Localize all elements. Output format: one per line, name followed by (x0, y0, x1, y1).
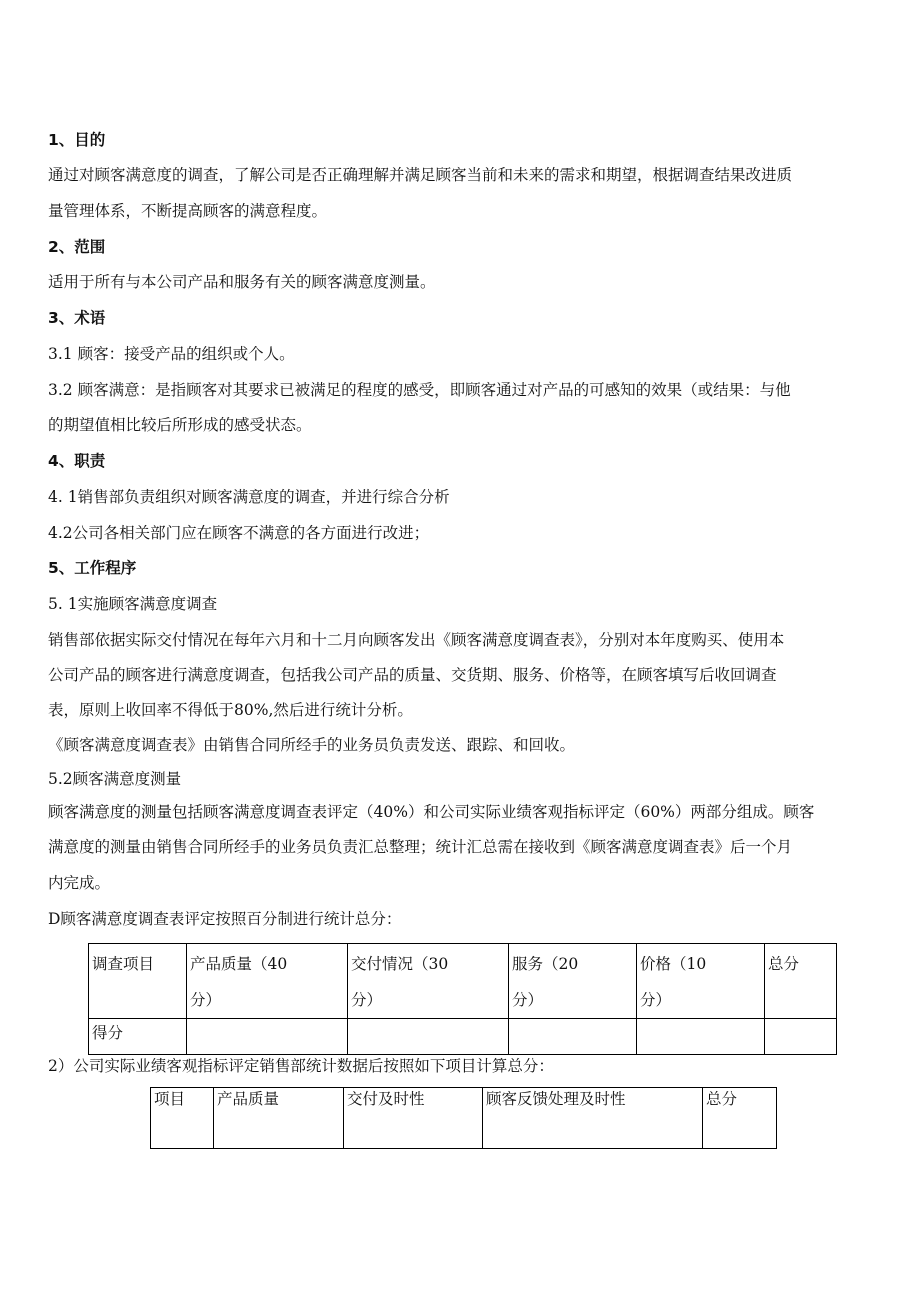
table2-intro: 2）公司实际业绩客观指标评定销售部统计数据后按照如下项目计算总分： (48, 1057, 554, 1075)
table-header-cell: 调查项目 (89, 944, 187, 1019)
table-cell (187, 1019, 348, 1055)
table1-intro: D顾客满意度调查表评定按照百分制进行统计总分： (48, 910, 402, 928)
paragraph-line: 通过对顾客满意度的调查，了解公司是否正确理解并满足顾客当前和未来的需求和期望，根据调查结果改进质 (48, 166, 793, 184)
paragraph-line: 的期望值相比较后所形成的感受状态。 (48, 416, 312, 434)
paragraph-line: 适用于所有与本公司产品和服务有关的顾客满意度测量。 (48, 273, 436, 291)
paragraph-line: 顾客满意度的测量包括顾客满意度调查表评定（40%）和公司实际业绩客观指标评定（60%）两部分组成。顾客 (48, 803, 815, 821)
table-header-cell: 总分 (765, 944, 837, 1019)
table-header-cell: 价格（10 分） (637, 944, 765, 1019)
table-cell (765, 1019, 837, 1055)
section-heading-responsibilities: 4、职责 (48, 452, 106, 470)
table-header-row (151, 1088, 777, 1149)
table-header-row (89, 944, 837, 1019)
table-header-cell: 交付及时性 (344, 1088, 483, 1149)
table-header-cell: 产品质量（40 分） (187, 944, 348, 1019)
paragraph-line: 内完成。 (48, 874, 111, 892)
paragraph-line: 3.2 顾客满意：是指顾客对其要求已被满足的程度的感受，即顾客通过对产品的可感知的效果（或结果：与他 (48, 381, 791, 399)
paragraph-line: 5. 1实施顾客满意度调查 (48, 595, 218, 613)
survey-score-table (88, 943, 837, 1055)
paragraph-line: 量管理体系，不断提高顾客的满意程度。 (48, 202, 328, 220)
paragraph-line: 《顾客满意度调查表》由销售合同所经手的业务员负责发送、跟踪、和回收。 (48, 736, 576, 754)
paragraph-line: 4.2公司各相关部门应在顾客不满意的各方面进行改进； (48, 524, 430, 542)
table-cell (348, 1019, 509, 1055)
section-heading-purpose: 1、目的 (48, 131, 106, 149)
performance-indicator-table (150, 1087, 777, 1149)
paragraph-line: 4. 1销售部负责组织对顾客满意度的调查，并进行综合分析 (48, 488, 450, 506)
paragraph-line: 销售部依据实际交付情况在每年六月和十二月向顾客发出《顾客满意度调查表》，分别对本年度购买、使用本 (48, 631, 785, 649)
table-header-cell: 顾客反馈处理及时性 (483, 1088, 703, 1149)
paragraph-line: 3.1 顾客：接受产品的组织或个人。 (48, 345, 295, 363)
section-heading-terms: 3、术语 (48, 309, 106, 327)
table-row (89, 1019, 837, 1055)
paragraph-line: 5.2顾客满意度测量 (48, 770, 182, 788)
table-header-cell: 项目 (151, 1088, 214, 1149)
paragraph-line: 公司产品的顾客进行满意度调查，包括我公司产品的质量、交货期、服务、价格等，在顾客填写后收回调查 (48, 666, 777, 684)
table-header-cell: 总分 (703, 1088, 777, 1149)
table-header-cell: 交付情况（30 分） (348, 944, 509, 1019)
section-heading-scope: 2、范围 (48, 238, 106, 256)
paragraph-line: 满意度的测量由销售合同所经手的业务员负责汇总整理；统计汇总需在接收到《顾客满意度调查表》后一个月 (48, 838, 793, 856)
table-cell (637, 1019, 765, 1055)
table-header-cell: 服务（20 分） (509, 944, 637, 1019)
section-heading-procedure: 5、工作程序 (48, 559, 137, 577)
table-cell (509, 1019, 637, 1055)
table-header-cell: 产品质量 (214, 1088, 344, 1149)
paragraph-line: 表，原则上收回率不得低于80%,然后进行统计分析。 (48, 701, 413, 719)
table-row-label: 得分 (89, 1019, 187, 1055)
